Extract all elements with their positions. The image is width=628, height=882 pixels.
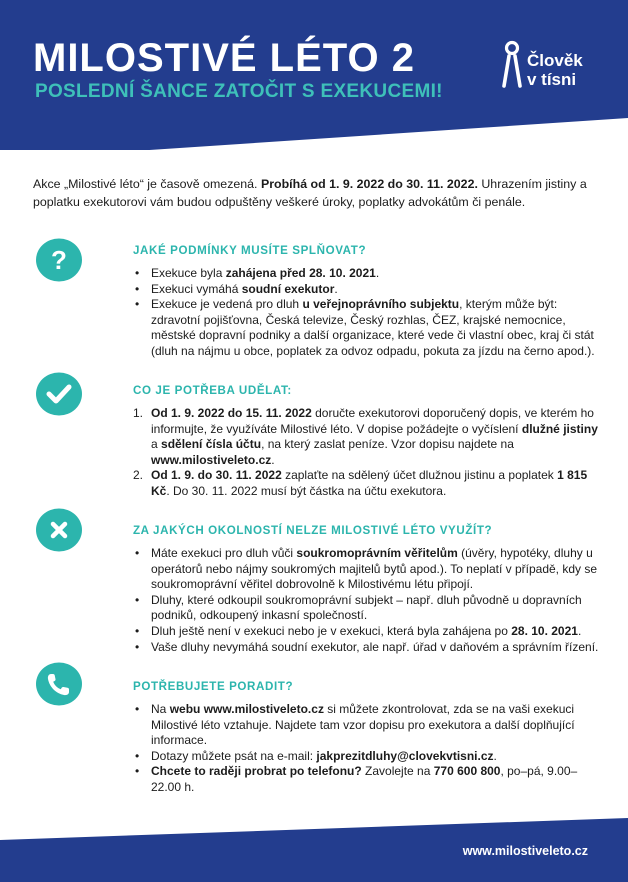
intro-paragraph: [33, 175, 593, 211]
section-title: ZA JAKÝCH OKOLNOSTÍ NELZE MILOSTIVÉ LÉTO VYUŽÍT?: [133, 524, 493, 537]
person-logo-icon: [500, 40, 524, 92]
footer-website-link[interactable]: www.milostiveleto.cz: [462, 844, 588, 858]
list-item: • Vaše dluhy nevymáhá soudní exekutor, ale např. úřad v daňovém a správním řízení.: [133, 640, 603, 656]
list-item: • Dotazy můžete psát na e-mail: jakprezitdluhy@clovekvtisni.cz.: [133, 749, 603, 765]
list-item: • Máte exekuci pro dluh vůči soukromoprávním věřitelům (úvěry, hypotéky, dluhy u operátorů nebo nájmy soukromých majitelů bytů apod.). To neplatí v případě, kdy se soukromoprávní věřitel dobrovolně k Milostivému létu připojí.: [133, 546, 603, 593]
email-address: jakprezitdluhy@clovekvtisni.cz: [316, 748, 494, 763]
list-item: • Na webu www.milostiveleto.cz si můžete zkontrolovat, zda se na vaši exekuci Milostivé léto vztahuje. Najdete tam vzor dopisu pro exekutora a další doplňující informace.: [133, 702, 603, 749]
list-item: • Exekuce byla zahájena před 28. 10. 2021.: [133, 266, 603, 282]
exclusions-list: [133, 546, 603, 655]
footer-banner: [0, 818, 628, 882]
clovek-v-tisni-logo: [500, 40, 600, 100]
list-item: • Exekuce je vedená pro dluh u veřejnoprávního subjektu, kterým může být: zdravotní pojišťovna, Česká televize, Český rozhlas, ČEZ, krajské nemocnice, městské dopravní podniky a další organizace, které vede či vlastní obec, kraj či stát (dluh na nájmu u obce, poplatek za odvoz odpadu, pokuta za jízdu na černo apod.).: [133, 297, 603, 359]
intro-dates: Probíhá od 1. 9. 2022 do 30. 11. 2022.: [260, 177, 478, 191]
list-item: 2. Od 1. 9. do 30. 11. 2022 zaplaťte na sdělený účet dlužnou jistinu a poplatek 1 815 Kč. Do 30. 11. 2022 musí být částka na účtu exekutora.: [133, 468, 588, 498]
logo-wordmark: [527, 51, 583, 89]
section-title: POTŘEBUJETE PORADIT?: [133, 680, 294, 693]
steps-list: [133, 406, 603, 500]
logo-line-1: Člověk: [527, 51, 583, 70]
list-item: • Chcete to raději probrat po telefonu? Zavolejte na 770 600 800, po–pá, 9.00–22.00 h.: [133, 764, 603, 795]
list-item: • Dluh ještě není v exekuci nebo je v exekuci, která byla zahájena po 28. 10. 2021.: [133, 624, 603, 640]
list-item: • Dluhy, které odkoupil soukromoprávní subjekt – např. dluh původně u dopravních podniků, odkoupený inkasní společností.: [133, 593, 603, 624]
page-title: MILOSTIVÉ LÉTO 2: [33, 36, 415, 80]
intro-text-2: Uhrazením jistiny a poplatku exekutorovi vám budou odpuštěny veškeré úroky, poplatky advokátům či penále.: [33, 177, 587, 209]
phone-number: 770 600 800: [433, 764, 501, 779]
conditions-list: [133, 266, 603, 360]
logo-line-2: v tísni: [527, 70, 577, 89]
page-subtitle: POSLEDNÍ ŠANCE ZATOČIT S EXEKUCEMI!: [35, 81, 443, 102]
section-title: JAKÉ PODMÍNKY MUSÍTE SPLŇOVAT?: [133, 244, 367, 257]
help-list: [133, 702, 603, 796]
checkmark-icon: [35, 372, 83, 416]
phone-icon: [35, 662, 83, 706]
list-item: • Exekuci vymáhá soudní exekutor.: [133, 282, 603, 298]
header-banner: [0, 0, 628, 150]
intro-text: Akce „Milostivé léto“ je časově omezená.: [33, 177, 261, 191]
section-title: CO JE POTŘEBA UDĚLAT:: [133, 384, 292, 397]
question-icon: [35, 238, 83, 282]
cross-icon: [35, 508, 83, 552]
list-item: 1. Od 1. 9. 2022 do 15. 11. 2022 doručte exekutorovi doporučený dopis, ve kterém ho informujte, že využíváte Milostivé léto. V dopise požádejte o vyčíslení dlužné jistiny a sdělení čísla účtu, na který zaslat peníze. Vzor dopisu najdete na www.milostiveleto.cz.: [133, 406, 598, 467]
svg-text:?: ?: [51, 245, 67, 275]
